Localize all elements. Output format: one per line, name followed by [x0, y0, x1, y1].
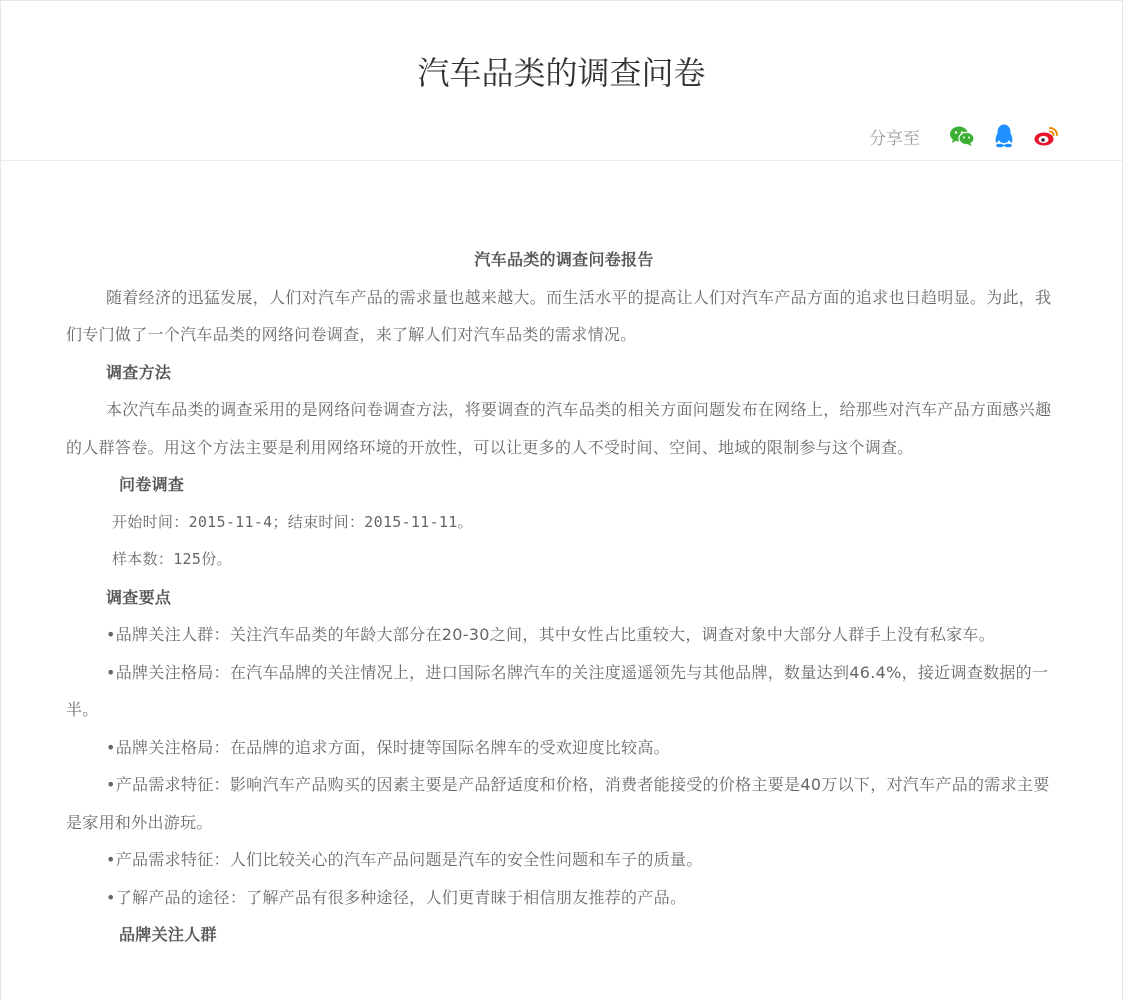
point-item: •产品需求特征：影响汽车产品购买的因素主要是产品舒适度和价格，消费者能接受的价格主要是40万以下，对汽车产品的需求主要是家用和外出游玩。 [66, 775, 1050, 832]
report-title: 汽车品类的调查问卷报告 [474, 250, 654, 269]
survey-samples: 样本数：125份。 [112, 550, 232, 568]
point-item: •品牌关注格局：在品牌的追求方面，保时捷等国际名牌车的受欢迎度比较高。 [106, 737, 670, 757]
page-header [1, 1, 1122, 161]
survey-time: 开始时间：2015-11-4；结束时间：2015-11-11。 [112, 512, 473, 531]
page-title: 汽车品类的调查问卷 [417, 54, 706, 92]
survey-heading: 问卷调查 [119, 475, 185, 494]
intro-paragraph: 随着经济的迅猛发展，人们对汽车产品的需求量也越来越大。而生活水平的提高让人们对汽车产品方面的追求也日趋明显。为此，我们专门做了一个汽车品类的网络问卷调查，来了解人们对汽车品类的需求情况。 [66, 287, 1052, 344]
wechat-icon[interactable] [948, 122, 976, 150]
method-heading: 调查方法 [106, 362, 172, 382]
points-heading: 调查要点 [106, 587, 172, 607]
method-paragraph: 本次汽车品类的调查采用的是网络问卷调查方法，将要调查的汽车品类的相关方面问题发布在网络上，给那些对汽车产品方面感兴趣的人群答卷。用这个方法主要是利用网络环境的开放性，可以让更多的人不受时间、空间、地域的限制参与这个调查。 [66, 400, 1052, 457]
point-item: •了解产品的途径：了解产品有很多种途径，人们更青睐于相信朋友推荐的产品。 [106, 887, 687, 907]
point-item: •品牌关注格局：在汽车品牌的关注情况上，进口国际名牌汽车的关注度遥遥领先与其他品牌，数量达到46.4%，接近调查数据的一半。 [66, 662, 1049, 719]
share-bar [869, 121, 1060, 151]
report-content [66, 241, 1062, 954]
point-item: •产品需求特征：人们比较关心的汽车产品问题是汽车的安全性问题和车子的质量。 [106, 850, 703, 869]
share-label: 分享至 [869, 128, 920, 149]
qq-icon[interactable] [990, 122, 1018, 150]
point-item: •品牌关注人群：关注汽车品类的年龄大部分在20-30之间，其中女性占比重较大，调查对象中大部分人群手上没有私家车。 [106, 625, 996, 644]
weibo-icon[interactable] [1032, 122, 1060, 150]
brand-audience-heading: 品牌关注人群 [119, 925, 217, 944]
